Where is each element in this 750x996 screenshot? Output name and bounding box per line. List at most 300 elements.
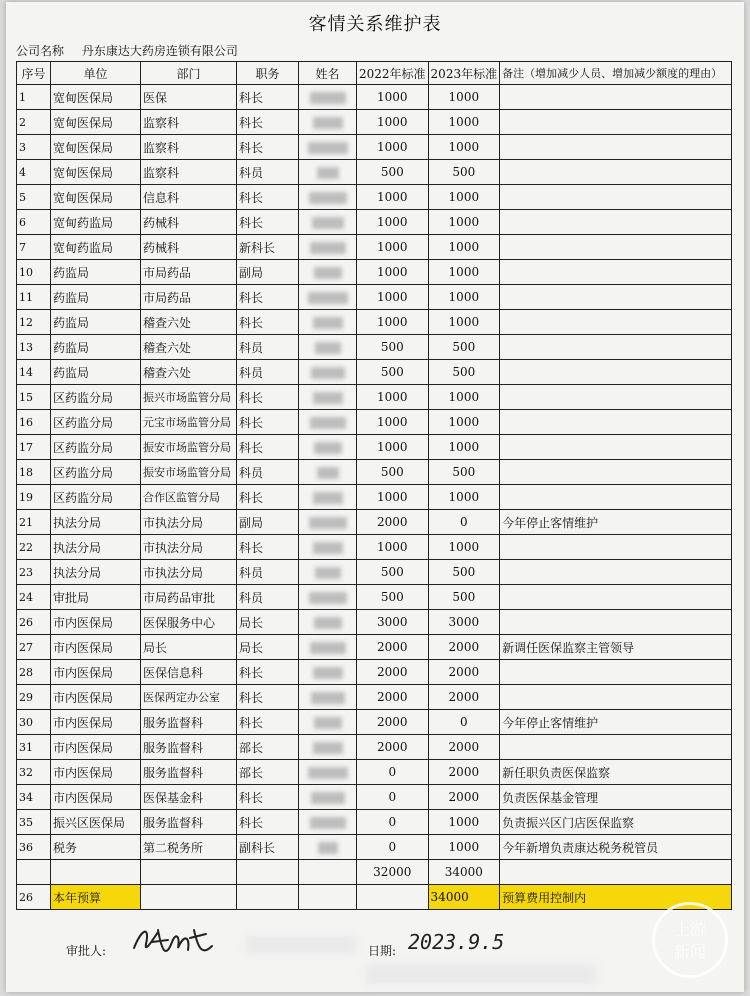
cell-unit: 区药监分局 bbox=[51, 485, 141, 510]
cell-note bbox=[500, 385, 732, 410]
cell-name bbox=[299, 285, 357, 310]
cell-note bbox=[500, 185, 732, 210]
cell-note bbox=[500, 160, 732, 185]
cell-dept: 元宝市场监管分局 bbox=[141, 410, 237, 435]
budget-note: 预算费用控制内 bbox=[500, 885, 732, 910]
table-row bbox=[17, 610, 732, 635]
cell-2022: 1000 bbox=[357, 260, 429, 285]
budget-row bbox=[17, 885, 732, 910]
cell-2023: 500 bbox=[428, 560, 500, 585]
cell-2023: 1000 bbox=[428, 410, 500, 435]
cell-name bbox=[299, 210, 357, 235]
redacted-name bbox=[317, 467, 339, 479]
cell-note bbox=[500, 535, 732, 560]
cell-dept: 市局药品审批 bbox=[141, 585, 237, 610]
company-label: 公司名称 bbox=[16, 44, 65, 58]
total-2022: 32000 bbox=[357, 860, 429, 885]
cell-note bbox=[500, 210, 732, 235]
cell-name bbox=[299, 485, 357, 510]
cell-unit: 宽甸医保局 bbox=[51, 85, 141, 110]
cell-note bbox=[500, 110, 732, 135]
table-row bbox=[17, 710, 732, 735]
table-row bbox=[17, 560, 732, 585]
cell-note bbox=[500, 610, 732, 635]
redacted-name bbox=[312, 217, 344, 229]
cell-seq: 35 bbox=[17, 810, 51, 835]
cell-unit: 宽甸药监局 bbox=[51, 210, 141, 235]
cell-dept: 服务监督科 bbox=[141, 735, 237, 760]
cell-2023: 1000 bbox=[428, 235, 500, 260]
redacted-name bbox=[314, 717, 342, 729]
cell-seq: 30 bbox=[17, 710, 51, 735]
cell-title: 科长 bbox=[237, 110, 299, 135]
cell-name bbox=[299, 335, 357, 360]
table-row bbox=[17, 285, 732, 310]
table-row bbox=[17, 260, 732, 285]
company-line bbox=[16, 42, 238, 59]
cell-unit: 区药监分局 bbox=[51, 410, 141, 435]
cell-note: 负责振兴区门店医保监察 bbox=[500, 810, 732, 835]
cell-unit: 市内医保局 bbox=[51, 685, 141, 710]
table-row bbox=[17, 85, 732, 110]
redacted-name bbox=[317, 167, 339, 179]
cell-name bbox=[299, 610, 357, 635]
cell-seq: 13 bbox=[17, 335, 51, 360]
budget-value: 34000 bbox=[428, 885, 500, 910]
cell-title: 科长 bbox=[237, 485, 299, 510]
cell-unit: 药监局 bbox=[51, 285, 141, 310]
cell-seq: 10 bbox=[17, 260, 51, 285]
table-row bbox=[17, 735, 732, 760]
cell-note: 新调任医保监察主管领导 bbox=[500, 635, 732, 660]
cell-seq: 31 bbox=[17, 735, 51, 760]
redacted-name bbox=[310, 417, 346, 429]
cell-title: 科长 bbox=[237, 385, 299, 410]
table-row bbox=[17, 385, 732, 410]
cell-unit: 市内医保局 bbox=[51, 735, 141, 760]
cell-note bbox=[500, 135, 732, 160]
cell-2022: 1000 bbox=[357, 385, 429, 410]
cell-2022: 1000 bbox=[357, 535, 429, 560]
header-dept: 部门 bbox=[141, 62, 237, 85]
redacted-name bbox=[313, 667, 343, 679]
cell-unit: 宽甸医保局 bbox=[51, 160, 141, 185]
cell-2023: 500 bbox=[428, 360, 500, 385]
cell-2023: 1000 bbox=[428, 110, 500, 135]
date-value: 2023.9.5 bbox=[408, 930, 505, 954]
totals-row bbox=[17, 860, 732, 885]
cell-2022: 2000 bbox=[357, 510, 429, 535]
cell-seq: 22 bbox=[17, 535, 51, 560]
cell-unit: 市内医保局 bbox=[51, 760, 141, 785]
cell-seq: 1 bbox=[17, 85, 51, 110]
cell-title: 科长 bbox=[237, 660, 299, 685]
table-row bbox=[17, 485, 732, 510]
cell-seq: 5 bbox=[17, 185, 51, 210]
cell-seq: 12 bbox=[17, 310, 51, 335]
cell-unit: 执法分局 bbox=[51, 510, 141, 535]
cell-name bbox=[299, 535, 357, 560]
header-seq: 序号 bbox=[17, 62, 51, 85]
cell-2022: 1000 bbox=[357, 85, 429, 110]
cell-unit: 宽甸医保局 bbox=[51, 110, 141, 135]
cell-seq: 18 bbox=[17, 460, 51, 485]
cell-note: 今年停止客情维护 bbox=[500, 710, 732, 735]
cell-2023: 1000 bbox=[428, 135, 500, 160]
cell-2023: 1000 bbox=[428, 285, 500, 310]
redacted-name bbox=[314, 442, 342, 454]
cell-name bbox=[299, 760, 357, 785]
redacted-name bbox=[313, 492, 343, 504]
cell-seq: 34 bbox=[17, 785, 51, 810]
cell-2022: 500 bbox=[357, 335, 429, 360]
cell-title: 部长 bbox=[237, 735, 299, 760]
cell-name bbox=[299, 235, 357, 260]
cell-unit: 执法分局 bbox=[51, 535, 141, 560]
cell-2023: 1000 bbox=[428, 435, 500, 460]
header-unit: 单位 bbox=[51, 62, 141, 85]
cell-note bbox=[500, 735, 732, 760]
document-page bbox=[6, 2, 744, 992]
cell-note bbox=[500, 85, 732, 110]
cell-note bbox=[500, 435, 732, 460]
cell-seq: 24 bbox=[17, 585, 51, 610]
cell-2022: 2000 bbox=[357, 735, 429, 760]
redacted-name bbox=[309, 592, 347, 604]
cell-title: 科员 bbox=[237, 585, 299, 610]
cell-note bbox=[500, 685, 732, 710]
cell-2023: 2000 bbox=[428, 660, 500, 685]
header-name: 姓名 bbox=[299, 62, 357, 85]
header-title: 职务 bbox=[237, 62, 299, 85]
cell-2022: 0 bbox=[357, 760, 429, 785]
cell-unit: 宽甸医保局 bbox=[51, 185, 141, 210]
cell-note: 新任职负责医保监察 bbox=[500, 760, 732, 785]
cell-note: 负责医保基金管理 bbox=[500, 785, 732, 810]
cell-name bbox=[299, 785, 357, 810]
cell-note bbox=[500, 235, 732, 260]
redacted-name bbox=[310, 642, 346, 654]
cell-title: 科长 bbox=[237, 285, 299, 310]
cell-title: 科员 bbox=[237, 160, 299, 185]
cell-name bbox=[299, 735, 357, 760]
cell-seq: 7 bbox=[17, 235, 51, 260]
redacted-name bbox=[313, 117, 343, 129]
cell-2023: 2000 bbox=[428, 735, 500, 760]
company-name: 丹东康达大药房连锁有限公司 bbox=[81, 44, 238, 58]
redacted-name bbox=[308, 767, 348, 779]
cell-2023: 1000 bbox=[428, 535, 500, 560]
cell-2022: 500 bbox=[357, 560, 429, 585]
header-2023: 2023年标准 bbox=[428, 62, 500, 85]
table-row bbox=[17, 210, 732, 235]
cell-seq: 11 bbox=[17, 285, 51, 310]
cell-2022: 1000 bbox=[357, 110, 429, 135]
table-row bbox=[17, 535, 732, 560]
table-row bbox=[17, 410, 732, 435]
cell-dept: 信息科 bbox=[141, 185, 237, 210]
cell-title: 科长 bbox=[237, 85, 299, 110]
cell-dept: 市执法分局 bbox=[141, 535, 237, 560]
table-row bbox=[17, 835, 732, 860]
cell-2023: 2000 bbox=[428, 785, 500, 810]
cell-unit: 区药监分局 bbox=[51, 435, 141, 460]
cell-dept: 市执法分局 bbox=[141, 510, 237, 535]
cell-dept: 振安市场监管分局 bbox=[141, 435, 237, 460]
cell-2022: 2000 bbox=[357, 635, 429, 660]
cell-unit: 市内医保局 bbox=[51, 660, 141, 685]
cell-note: 今年新增负责康达税务税管员 bbox=[500, 835, 732, 860]
redacted-name bbox=[310, 92, 346, 104]
cell-2022: 2000 bbox=[357, 660, 429, 685]
cell-dept: 医保 bbox=[141, 85, 237, 110]
table-row bbox=[17, 310, 732, 335]
cell-2022: 500 bbox=[357, 460, 429, 485]
cell-2022: 1000 bbox=[357, 310, 429, 335]
cell-seq: 28 bbox=[17, 660, 51, 685]
cell-seq: 21 bbox=[17, 510, 51, 535]
cell-dept: 稽查六处 bbox=[141, 360, 237, 385]
cell-dept: 医保服务中心 bbox=[141, 610, 237, 635]
cell-title: 科长 bbox=[237, 435, 299, 460]
cell-title: 部长 bbox=[237, 760, 299, 785]
cell-title: 副局 bbox=[237, 260, 299, 285]
cell-note bbox=[500, 360, 732, 385]
cell-unit: 市内医保局 bbox=[51, 635, 141, 660]
cell-title: 科长 bbox=[237, 210, 299, 235]
cell-dept: 药械科 bbox=[141, 235, 237, 260]
table-row bbox=[17, 185, 732, 210]
cell-2023: 1000 bbox=[428, 835, 500, 860]
cell-unit: 宽甸药监局 bbox=[51, 235, 141, 260]
cell-2022: 3000 bbox=[357, 610, 429, 635]
cell-title: 科长 bbox=[237, 310, 299, 335]
cell-unit: 市内医保局 bbox=[51, 610, 141, 635]
cell-note bbox=[500, 285, 732, 310]
cell-2022: 1000 bbox=[357, 410, 429, 435]
cell-title: 科长 bbox=[237, 185, 299, 210]
cell-dept: 药械科 bbox=[141, 210, 237, 235]
cell-2023: 500 bbox=[428, 160, 500, 185]
cell-note bbox=[500, 335, 732, 360]
total-2023: 34000 bbox=[428, 860, 500, 885]
cell-title: 科长 bbox=[237, 710, 299, 735]
date-label: 日期: bbox=[368, 944, 397, 958]
cell-name bbox=[299, 85, 357, 110]
cell-unit: 执法分局 bbox=[51, 560, 141, 585]
cell-2023: 1000 bbox=[428, 210, 500, 235]
cell-name bbox=[299, 435, 357, 460]
cell-unit: 区药监分局 bbox=[51, 460, 141, 485]
redacted-name bbox=[314, 267, 342, 279]
cell-2023: 1000 bbox=[428, 310, 500, 335]
cell-unit: 宽甸医保局 bbox=[51, 135, 141, 160]
table-row bbox=[17, 135, 732, 160]
cell-title: 副局 bbox=[237, 510, 299, 535]
relationship-table bbox=[16, 61, 732, 910]
cell-title: 局长 bbox=[237, 635, 299, 660]
cell-seq: 23 bbox=[17, 560, 51, 585]
redacted-name bbox=[309, 192, 347, 204]
cell-name bbox=[299, 685, 357, 710]
table-row bbox=[17, 160, 732, 185]
cell-title: 科员 bbox=[237, 335, 299, 360]
blurred-area bbox=[246, 936, 356, 954]
cell-dept: 服务监督科 bbox=[141, 810, 237, 835]
cell-2022: 1000 bbox=[357, 185, 429, 210]
table-row bbox=[17, 810, 732, 835]
approver-signature bbox=[128, 918, 218, 968]
cell-name bbox=[299, 185, 357, 210]
redacted-name bbox=[313, 317, 343, 329]
cell-name bbox=[299, 385, 357, 410]
cell-dept: 市局药品 bbox=[141, 260, 237, 285]
cell-2022: 500 bbox=[357, 160, 429, 185]
cell-title: 科员 bbox=[237, 460, 299, 485]
redacted-name bbox=[309, 517, 347, 529]
table-row bbox=[17, 110, 732, 135]
cell-dept: 第二税务所 bbox=[141, 835, 237, 860]
cell-seq: 32 bbox=[17, 760, 51, 785]
redacted-name bbox=[313, 542, 343, 554]
redacted-name bbox=[313, 742, 343, 754]
cell-2022: 500 bbox=[357, 585, 429, 610]
cell-dept: 医保信息科 bbox=[141, 660, 237, 685]
cell-2022: 0 bbox=[357, 810, 429, 835]
cell-2023: 500 bbox=[428, 585, 500, 610]
cell-title: 局长 bbox=[237, 610, 299, 635]
cell-name bbox=[299, 835, 357, 860]
cell-name bbox=[299, 310, 357, 335]
approver-label: 审批人: bbox=[66, 944, 107, 958]
cell-note bbox=[500, 410, 732, 435]
cell-dept: 振安市场监管分局 bbox=[141, 460, 237, 485]
redacted-name bbox=[314, 617, 342, 629]
redacted-name bbox=[318, 842, 338, 854]
cell-2023: 500 bbox=[428, 335, 500, 360]
cell-2022: 1000 bbox=[357, 285, 429, 310]
table-row bbox=[17, 360, 732, 385]
cell-seq: 2 bbox=[17, 110, 51, 135]
cell-unit: 振兴区医保局 bbox=[51, 810, 141, 835]
cell-seq: 19 bbox=[17, 485, 51, 510]
cell-name bbox=[299, 660, 357, 685]
cell-title: 科员 bbox=[237, 360, 299, 385]
cell-2023: 1000 bbox=[428, 385, 500, 410]
cell-note bbox=[500, 310, 732, 335]
cell-unit: 市内医保局 bbox=[51, 710, 141, 735]
cell-dept: 监察科 bbox=[141, 135, 237, 160]
cell-2023: 3000 bbox=[428, 610, 500, 635]
cell-dept: 稽查六处 bbox=[141, 335, 237, 360]
cell-2023: 1000 bbox=[428, 485, 500, 510]
cell-note: 今年停止客情维护 bbox=[500, 510, 732, 535]
cell-unit: 药监局 bbox=[51, 360, 141, 385]
redacted-name bbox=[311, 692, 345, 704]
cell-seq: 17 bbox=[17, 435, 51, 460]
table-row bbox=[17, 510, 732, 535]
cell-2023: 1000 bbox=[428, 85, 500, 110]
cell-unit: 药监局 bbox=[51, 335, 141, 360]
cell-title: 科长 bbox=[237, 685, 299, 710]
redacted-name bbox=[315, 342, 341, 354]
cell-unit: 区药监分局 bbox=[51, 385, 141, 410]
cell-dept: 服务监督科 bbox=[141, 760, 237, 785]
header-2022: 2022年标准 bbox=[357, 62, 429, 85]
cell-2023: 1000 bbox=[428, 185, 500, 210]
cell-name bbox=[299, 110, 357, 135]
cell-title: 新科长 bbox=[237, 235, 299, 260]
redacted-name bbox=[311, 367, 345, 379]
cell-unit: 审批局 bbox=[51, 585, 141, 610]
cell-2023: 1000 bbox=[428, 260, 500, 285]
cell-name bbox=[299, 710, 357, 735]
cell-title: 副科长 bbox=[237, 835, 299, 860]
cell-seq: 36 bbox=[17, 835, 51, 860]
cell-name bbox=[299, 560, 357, 585]
cell-name bbox=[299, 510, 357, 535]
budget-label: 本年预算 bbox=[51, 885, 141, 910]
cell-2023: 0 bbox=[428, 710, 500, 735]
cell-2022: 0 bbox=[357, 785, 429, 810]
cell-name bbox=[299, 360, 357, 385]
table-header-row bbox=[17, 62, 732, 85]
table-row bbox=[17, 685, 732, 710]
table-row bbox=[17, 635, 732, 660]
cell-2023: 1000 bbox=[428, 810, 500, 835]
cell-title: 科长 bbox=[237, 135, 299, 160]
cell-name bbox=[299, 460, 357, 485]
cell-dept: 医保两定办公室 bbox=[141, 685, 237, 710]
table-row bbox=[17, 660, 732, 685]
cell-seq: 14 bbox=[17, 360, 51, 385]
cell-2022: 1000 bbox=[357, 485, 429, 510]
cell-2022: 1000 bbox=[357, 135, 429, 160]
cell-2022: 1000 bbox=[357, 210, 429, 235]
cell-2022: 1000 bbox=[357, 435, 429, 460]
cell-note bbox=[500, 260, 732, 285]
cell-name bbox=[299, 260, 357, 285]
table-row bbox=[17, 435, 732, 460]
table-row bbox=[17, 785, 732, 810]
table-row bbox=[17, 460, 732, 485]
cell-name bbox=[299, 135, 357, 160]
cell-dept: 合作区监管分局 bbox=[141, 485, 237, 510]
cell-unit: 税务 bbox=[51, 835, 141, 860]
cell-dept: 监察科 bbox=[141, 160, 237, 185]
redacted-name bbox=[308, 142, 348, 154]
cell-2023: 0 bbox=[428, 510, 500, 535]
cell-seq: 6 bbox=[17, 210, 51, 235]
table-row bbox=[17, 585, 732, 610]
table-row bbox=[17, 335, 732, 360]
cell-dept: 振兴市场监管分局 bbox=[141, 385, 237, 410]
cell-2022: 2000 bbox=[357, 685, 429, 710]
cell-name bbox=[299, 635, 357, 660]
cell-title: 科员 bbox=[237, 560, 299, 585]
cell-seq: 4 bbox=[17, 160, 51, 185]
cell-note bbox=[500, 485, 732, 510]
cell-name bbox=[299, 410, 357, 435]
cell-dept: 医保基金科 bbox=[141, 785, 237, 810]
cell-note bbox=[500, 585, 732, 610]
cell-unit: 药监局 bbox=[51, 310, 141, 335]
redacted-name bbox=[310, 242, 346, 254]
budget-seq: 26 bbox=[17, 885, 51, 910]
table-row bbox=[17, 760, 732, 785]
cell-2023: 2000 bbox=[428, 760, 500, 785]
cell-2023: 2000 bbox=[428, 635, 500, 660]
